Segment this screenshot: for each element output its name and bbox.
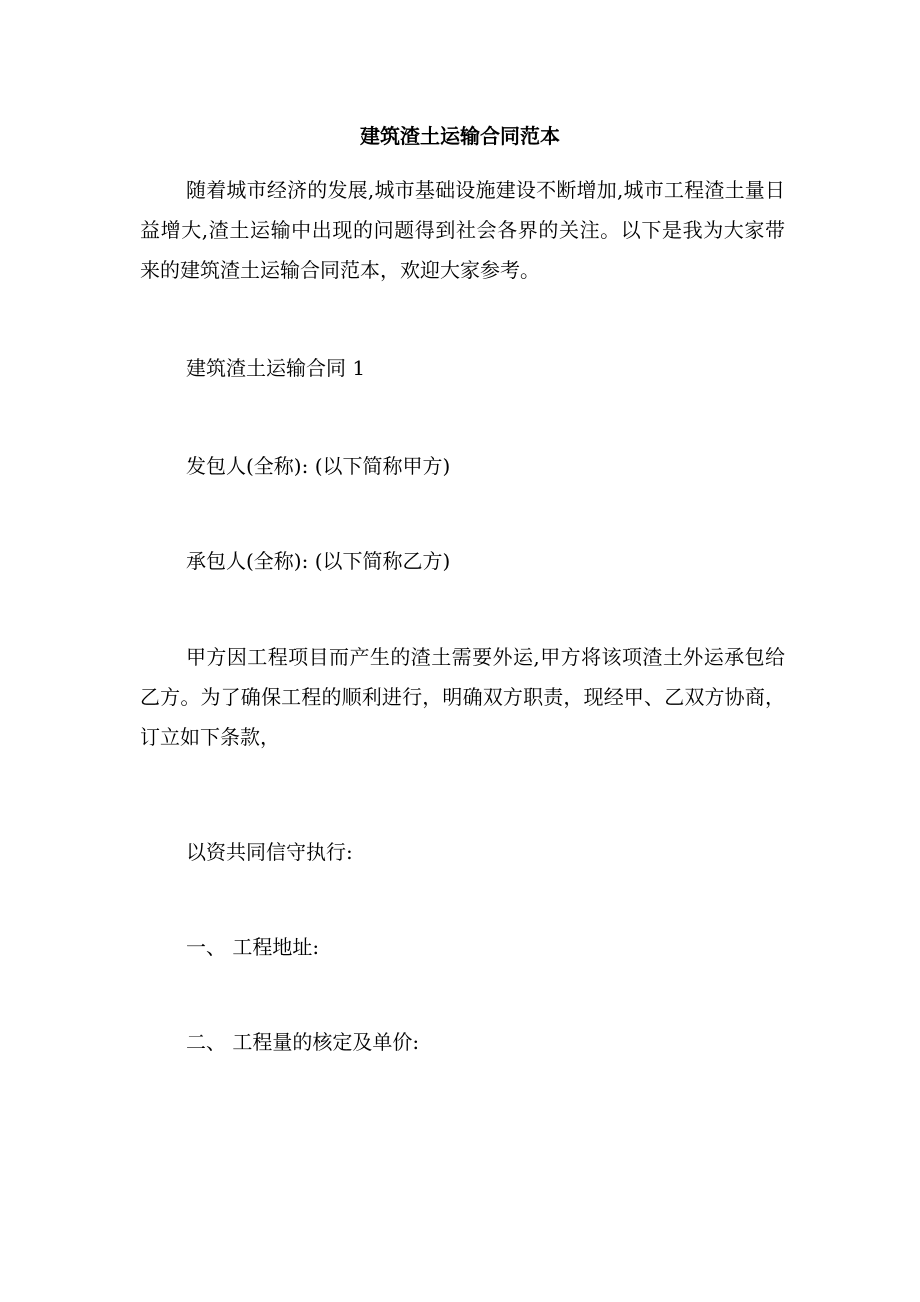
clause-2-line: 二、 工程量的核定及单价: — [186, 1030, 420, 1054]
contract-heading: 建筑渣土运输合同 1 — [186, 356, 366, 380]
purpose-paragraph: 甲方因工程项目而产生的渣土需要外运,甲方将该项渣土外运承包给乙方。为了确保工程的顺利进行，明确双方职责，现经甲、乙双方协商，订立如下条款， — [140, 645, 785, 749]
clause-1-line: 一、 工程地址: — [186, 935, 320, 959]
intro-paragraph: 随着城市经济的发展,城市基础设施建设不断增加,城市工程渣土量日益增大,渣土运输中出现的问题得到社会各界的关注。以下是我为大家带来的建筑渣土运输合同范本，欢迎大家参考。 — [140, 178, 785, 282]
party-a-line: 发包人(全称): (以下简称甲方) — [186, 454, 451, 478]
compliance-line: 以资共同信守执行: — [186, 840, 353, 864]
document-title: 建筑渣土运输合同范本 — [360, 124, 560, 148]
party-b-line: 承包人(全称): (以下简称乙方) — [186, 549, 451, 573]
